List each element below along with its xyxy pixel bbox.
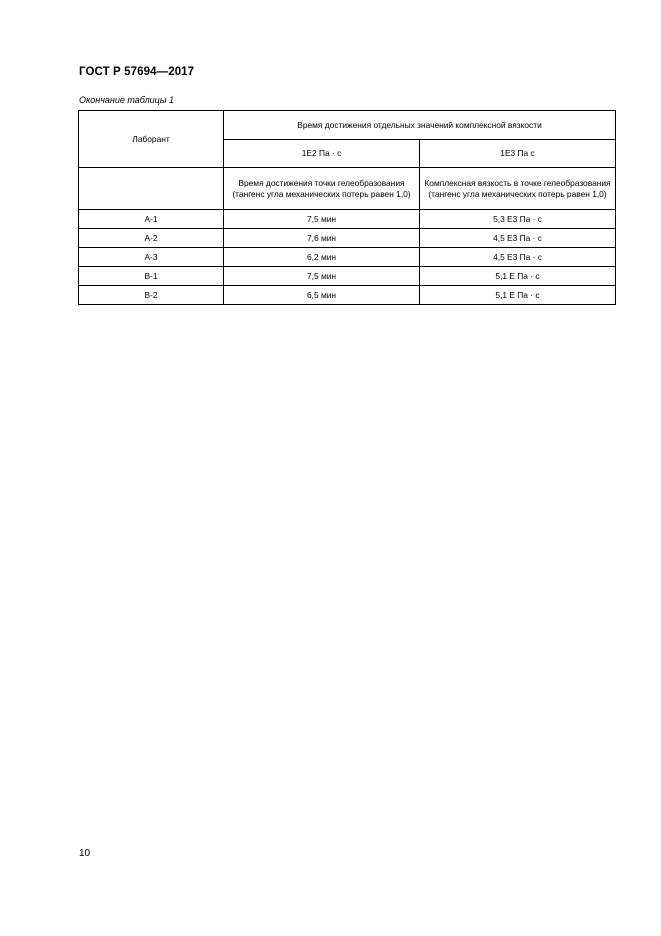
table-row — [79, 248, 616, 267]
header-laborant: Лаборант — [79, 111, 224, 168]
cell-viscosity: 5,1 Е Па · с — [420, 267, 616, 286]
document-code: ГОСТ Р 57694—2017 — [79, 66, 195, 78]
page-number: 10 — [79, 848, 91, 859]
description-gel-time: Время достижения точки гелеобразования (тангенс угла механических потерь равен 1,0) — [224, 168, 420, 210]
cell-lab: А-3 — [79, 248, 224, 267]
cell-time: 7,5 мин — [224, 210, 420, 229]
cell-time: 7,6 мин — [224, 229, 420, 248]
cell-viscosity: 4,5 Е3 Па · с — [420, 248, 616, 267]
cell-viscosity: 5,1 Е Па · с — [420, 286, 616, 305]
cell-time: 7,5 мин — [224, 267, 420, 286]
cell-lab: А-1 — [79, 210, 224, 229]
description-complex-viscosity: Комплексная вязкость в точке гелеобразования (тангенс угла механических потерь равен 1,0) — [420, 168, 616, 210]
subheader-1e3: 1Е3 Па с — [420, 140, 616, 168]
cell-lab: В-2 — [79, 286, 224, 305]
cell-viscosity: 4,5 Е3 Па · с — [420, 229, 616, 248]
table-caption: Окончание таблицы 1 — [79, 95, 174, 105]
table-row — [79, 229, 616, 248]
header-group-viscosity-time: Время достижения отдельных значений комплексной вязкости — [224, 111, 616, 140]
table-header-row — [79, 111, 616, 140]
description-empty-cell — [79, 168, 224, 210]
table-row — [79, 210, 616, 229]
cell-lab: В-1 — [79, 267, 224, 286]
cell-lab: А-2 — [79, 229, 224, 248]
subheader-1e2: 1Е2 Па · с — [224, 140, 420, 168]
results-table — [78, 110, 616, 305]
cell-viscosity: 5,3 Е3 Па · с — [420, 210, 616, 229]
table-description-row — [79, 168, 616, 210]
cell-time: 6,2 мин — [224, 248, 420, 267]
cell-time: 6,5 мин — [224, 286, 420, 305]
table-row — [79, 267, 616, 286]
table-row — [79, 286, 616, 305]
